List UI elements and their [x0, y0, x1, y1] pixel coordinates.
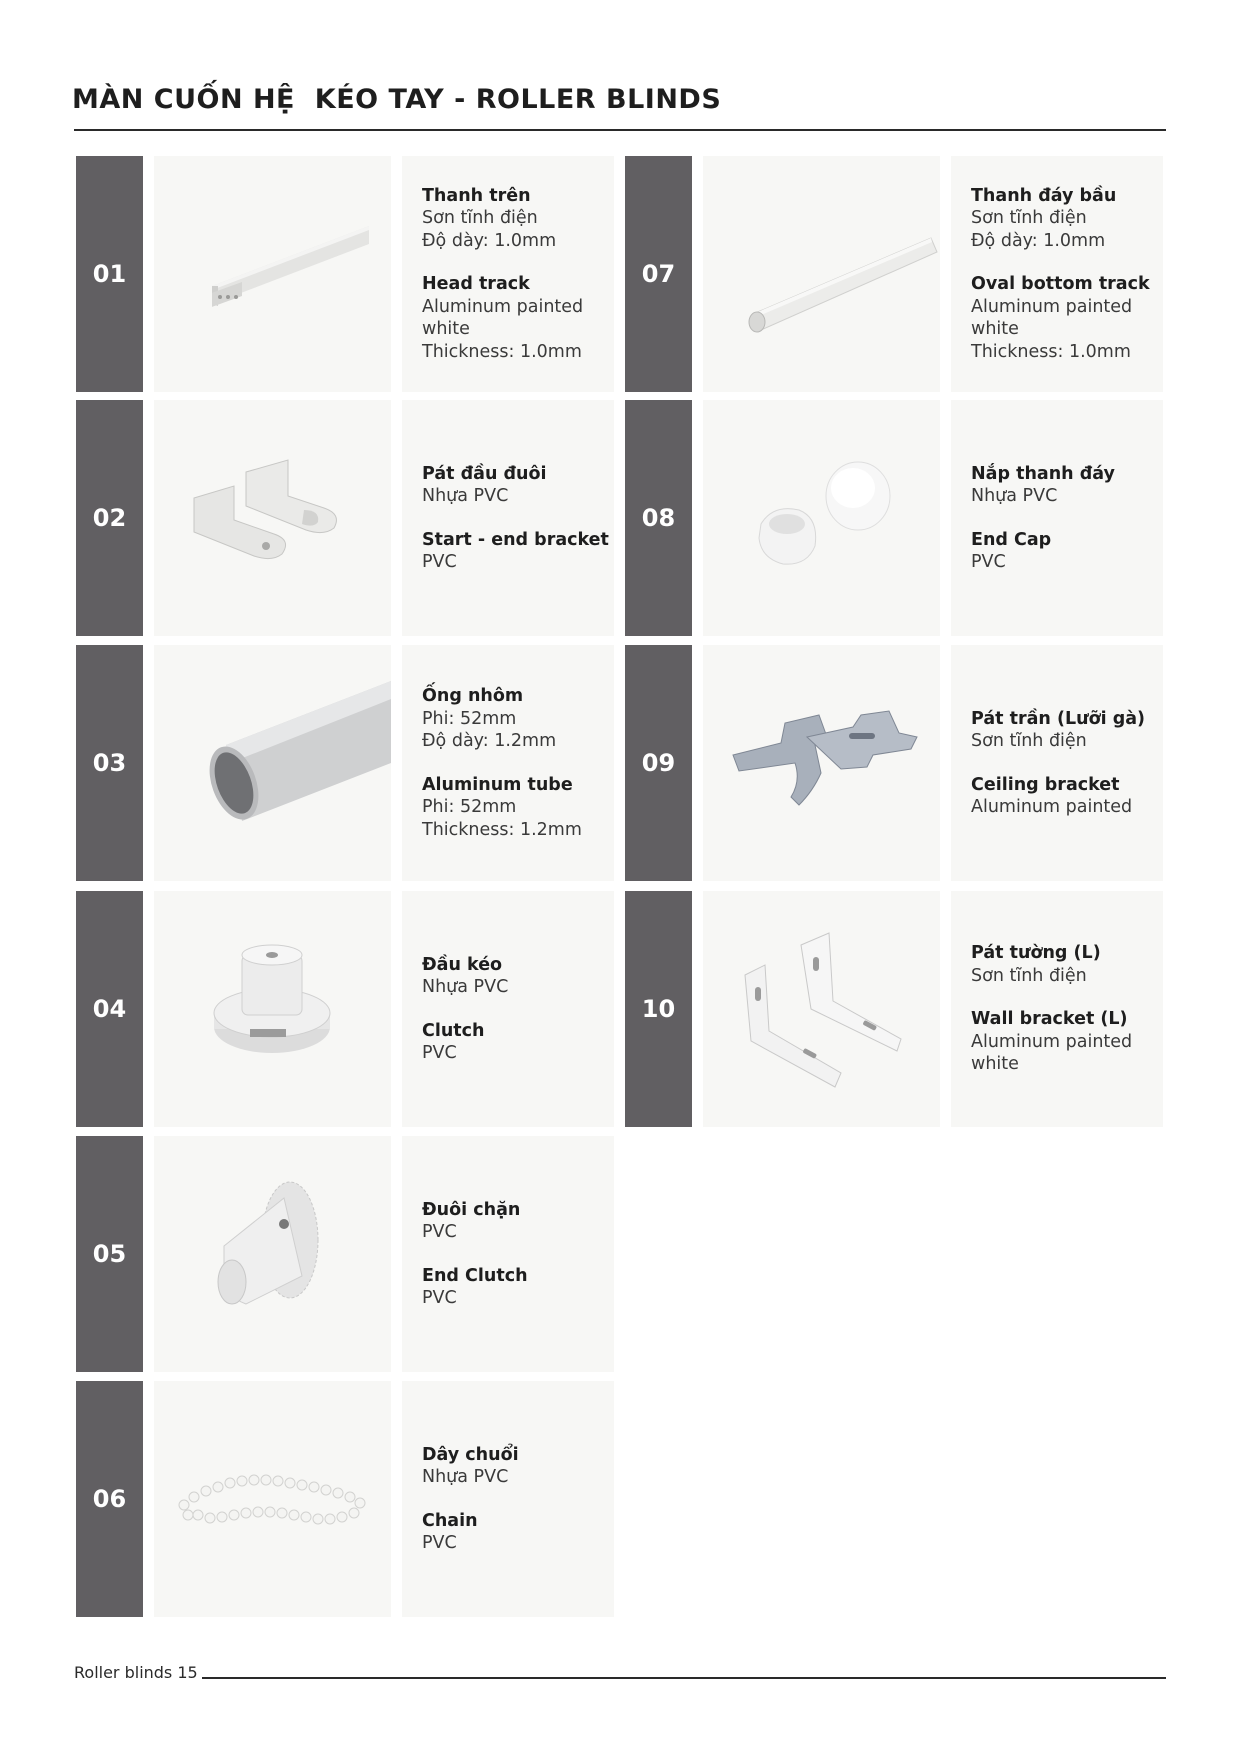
end-clutch-image — [154, 1136, 391, 1372]
item-description — [951, 156, 1163, 392]
vietnamese-spec: Sơn tĩnh điện Độ dày: 1.0mm — [422, 208, 557, 251]
vietnamese-spec: Nhựa PVC — [422, 977, 509, 997]
english-spec: PVC — [422, 1288, 457, 1308]
item-number: 05 — [76, 1136, 143, 1372]
head-track-image — [154, 156, 391, 392]
item-number: 06 — [76, 1381, 143, 1617]
item-description — [402, 645, 614, 881]
end-cap-image — [703, 400, 940, 636]
vietnamese-name: Thanh đáy bầu — [971, 185, 1117, 206]
item-number: 04 — [76, 891, 143, 1127]
wall-bracket-image — [703, 891, 940, 1127]
item-number: 10 — [625, 891, 692, 1127]
vietnamese-name: Nắp thanh đáy — [971, 463, 1115, 484]
vietnamese-name: Dây chuổi — [422, 1444, 519, 1465]
vietnamese-name: Ống nhôm — [422, 686, 524, 706]
english-name: End Clutch — [422, 1265, 528, 1286]
vietnamese-spec: Nhựa PVC — [971, 486, 1058, 506]
vietnamese-name: Đầu kéo — [422, 954, 503, 975]
vietnamese-name: Pát trần (Lưỡi gà) — [971, 708, 1146, 729]
component-item-06 — [76, 1381, 624, 1617]
component-item-08 — [625, 400, 1173, 636]
oval-bottom-track-image — [703, 156, 940, 392]
item-description — [402, 1136, 614, 1372]
english-spec: PVC — [422, 1043, 457, 1063]
component-item-04 — [76, 891, 624, 1127]
english-name: Ceiling bracket — [971, 774, 1120, 795]
item-number: 08 — [625, 400, 692, 636]
english-spec: Aluminum painted white Thickness: 1.0mm — [971, 296, 1133, 362]
vietnamese-name: Pát đầu đuôi — [422, 463, 547, 484]
english-spec: Aluminum painted white Thickness: 1.0mm — [422, 296, 584, 362]
english-name: Wall bracket (L) — [971, 1009, 1128, 1030]
vietnamese-spec: PVC — [422, 1222, 457, 1242]
vietnamese-name: Đuôi chặn — [422, 1199, 521, 1220]
component-item-09 — [625, 645, 1173, 881]
english-name: Aluminum tube — [422, 774, 573, 795]
aluminum-tube-image — [154, 645, 391, 881]
english-name: End Cap — [971, 529, 1052, 550]
english-spec: PVC — [422, 1533, 457, 1553]
vietnamese-spec: Phi: 52mm Độ dày: 1.2mm — [422, 708, 557, 751]
component-item-10 — [625, 891, 1173, 1127]
component-item-05 — [76, 1136, 624, 1372]
chain-image — [154, 1381, 391, 1617]
item-number: 01 — [76, 156, 143, 392]
component-item-07 — [625, 156, 1173, 392]
item-description — [402, 400, 614, 636]
vietnamese-name: Thanh trên — [422, 185, 531, 206]
item-number: 09 — [625, 645, 692, 881]
item-number: 07 — [625, 156, 692, 392]
start-end-bracket-image — [154, 400, 391, 636]
item-description — [951, 891, 1163, 1127]
item-description — [402, 1381, 614, 1617]
english-name: Head track — [422, 274, 530, 295]
component-item-01 — [76, 156, 624, 392]
english-name: Clutch — [422, 1020, 485, 1041]
english-spec: Aluminum painted — [971, 797, 1133, 817]
page-title: MÀN CUỐN HỆ KÉO TAY - ROLLER BLINDS — [72, 84, 722, 115]
item-description — [951, 645, 1163, 881]
vietnamese-name: Pát tường (L) — [971, 943, 1101, 964]
vietnamese-spec: Nhựa PVC — [422, 486, 509, 506]
english-spec: PVC — [971, 552, 1006, 572]
footer-divider — [202, 1677, 1166, 1679]
item-number: 02 — [76, 400, 143, 636]
component-item-02 — [76, 400, 624, 636]
clutch-image — [154, 891, 391, 1127]
title-divider — [74, 129, 1166, 131]
english-name: Oval bottom track — [971, 274, 1150, 295]
page-footer: Roller blinds 15 — [74, 1663, 198, 1682]
vietnamese-spec: Sơn tĩnh điện — [971, 965, 1087, 986]
item-number: 03 — [76, 645, 143, 881]
english-name: Chain — [422, 1510, 478, 1531]
component-item-03 — [76, 645, 624, 881]
item-description — [402, 156, 614, 392]
item-description — [402, 891, 614, 1127]
english-name: Start - end bracket — [422, 529, 609, 550]
vietnamese-spec: Sơn tĩnh điện — [971, 731, 1087, 751]
vietnamese-spec: Sơn tĩnh điện Độ dày: 1.0mm — [971, 208, 1106, 251]
english-spec: PVC — [422, 552, 457, 572]
item-description — [951, 400, 1163, 636]
ceiling-bracket-image — [703, 645, 940, 881]
vietnamese-spec: Nhựa PVC — [422, 1467, 509, 1487]
english-spec: Phi: 52mm Thickness: 1.2mm — [422, 797, 582, 840]
english-spec: Aluminum painted white — [971, 1031, 1133, 1075]
